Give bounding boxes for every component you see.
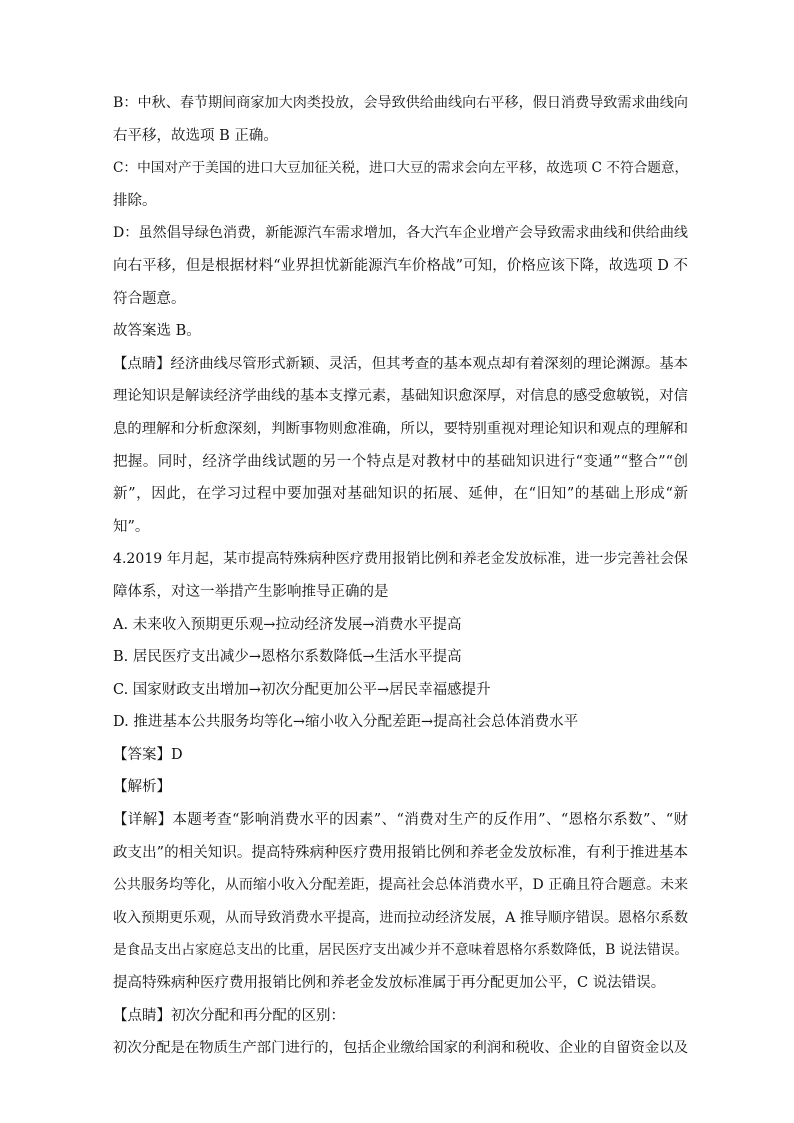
tip-paragraph-line-2: 理论知识是解读经济学曲线的基本支撑元素，基础知识愈深厚，对信息的感受愈敏锐，对信: [113, 388, 688, 405]
text-line-7: 符合题意。: [113, 290, 186, 307]
text-line-2: 右平移，故选项 B 正确。: [113, 127, 278, 144]
text-line-6: 向右平移，但是根据材料“业界担忧新能源汽车价格战”可知，价格应该下降，故选项 D 不: [113, 257, 688, 274]
text-line-1: B：中秋、春节期间商家加大肉类投放，会导致供给曲线向右平移，假日消费导致需求曲线向: [113, 95, 688, 111]
option-a: A. 未来收入预期更乐观→拉动经济发展→消费水平提高: [113, 616, 462, 633]
detail-line-1: 【详解】本题考查“影响消费水平的因素”、“消费对生产的反作用”、“恩格尔系数”、“财: [113, 812, 688, 829]
answer-summary: 故答案选 B。: [113, 323, 201, 340]
text-line-3: C：中国对产于美国的进口大豆加征关税，进口大豆的需求会向左平移，故选项 C 不符合题意，: [113, 160, 689, 177]
answer-label: 【答案】D: [113, 746, 183, 763]
option-c: C. 国家财政支出增加→初次分配更加公平→居民幸福感提升: [113, 681, 491, 698]
document-page: [113, 95, 688, 1073]
tip-paragraph-line-4: 把握。同时，经济学曲线试题的另一个特点是对教材中的基础知识进行“变通”“整合”“创: [113, 453, 688, 470]
detail-line-6: 提高特殊病种医疗费用报销比例和养老金发放标准属于再分配更加公平，C 说法错误。: [113, 975, 666, 992]
tip-paragraph-line-3: 息的理解和分析愈深刻，判断事物则愈准确，所以，要特别重视对理论知识和观点的理解和: [113, 420, 688, 437]
detail-line-2: 政支出”的相关知识。提高特殊病种医疗费用报销比例和养老金发放标准，有利于推进基本: [113, 844, 688, 861]
tip-paragraph-line-5: 新”，因此，在学习过程中要加强对基础知识的拓展、延伸，在“旧知”的基础上形成“新: [113, 486, 688, 503]
text-line-4: 排除。: [113, 192, 157, 209]
detail-line-5: 是食品支出占家庭总支出的比重，居民医疗支出减少并不意味着恩格尔系数降低，B 说法错误。: [113, 942, 688, 959]
question-4-line-2: 障体系，对这一举措产生影响推导正确的是: [113, 583, 389, 600]
tip-2-heading: 【点睛】初次分配和再分配的区别：: [113, 1007, 345, 1024]
option-b: B. 居民医疗支出减少→恩格尔系数降低→生活水平提高: [113, 649, 462, 666]
text-line-5: D：虽然倡导绿色消费，新能源汽车需求增加，各大汽车企业增产会导致需求曲线和供给曲线: [113, 225, 688, 242]
tip-paragraph-line-1: 【点睛】经济曲线尽管形式新颖、灵活，但其考查的基本观点却有着深刻的理论渊源。基本: [113, 355, 688, 372]
analysis-label: 【解析】: [113, 779, 171, 796]
tip-2-line-1: 初次分配是在物质生产部门进行的，包括企业缴给国家的利润和税收、企业的自留资金以及: [113, 1040, 688, 1057]
question-4-line-1: 4.2019 年月起，某市提高特殊病种医疗费用报销比例和养老金发放标准，进一步完善社会保: [113, 551, 688, 568]
tip-paragraph-line-6: 知”。: [113, 518, 150, 535]
option-d: D. 推进基本公共服务均等化→缩小收入分配差距→提高社会总体消费水平: [113, 714, 579, 731]
detail-line-3: 公共服务均等化，从而缩小收入分配差距，提高社会总体消费水平，D 正确且符合题意。未来: [113, 877, 689, 894]
detail-line-4: 收入预期更乐观，从而导致消费水平提高，进而拉动经济发展，A 推导顺序错误。恩格尔系数: [113, 909, 688, 926]
